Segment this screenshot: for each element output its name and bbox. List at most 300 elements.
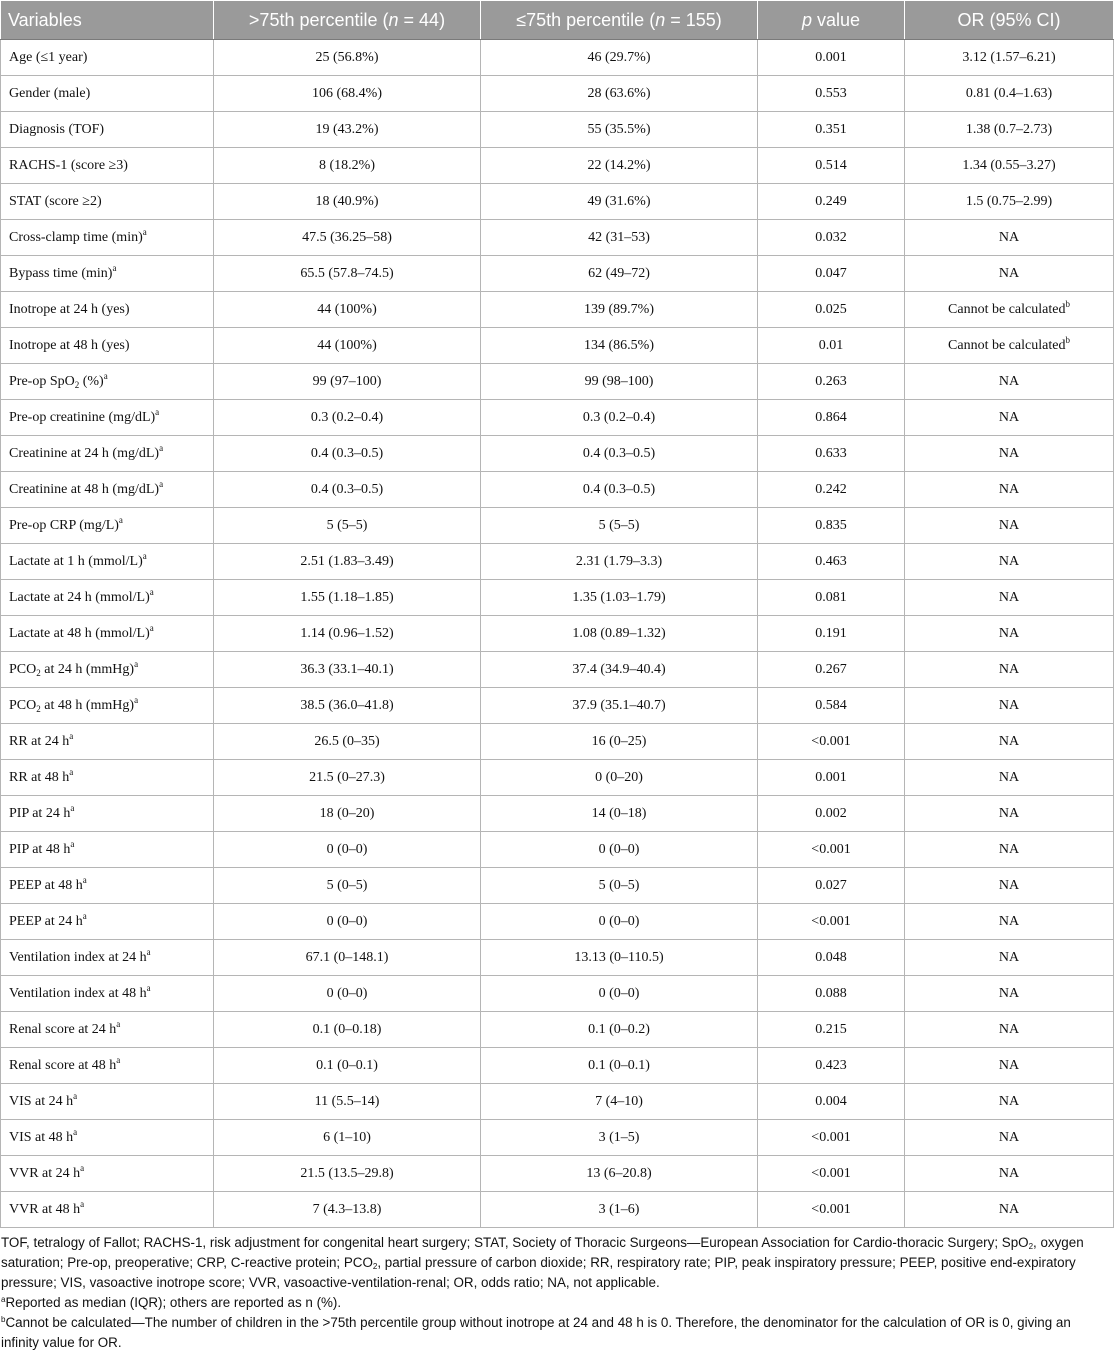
- cell-variable: [1, 1192, 214, 1228]
- cell-odds-ratio: [905, 940, 1114, 976]
- cell-odds-ratio: [905, 1048, 1114, 1084]
- header-group-high-prefix: >75th percentile (: [248, 9, 389, 30]
- odds-ratio-value: NA: [998, 373, 1020, 389]
- variable-label-suffix: at 48 h (mmHg): [40, 697, 135, 713]
- abbrev-text-2: , oxygen saturation; Pre-op, preoperative; CRP, C-reactive protein; PCO: [1, 1235, 1084, 1270]
- cell-variable: [1, 292, 214, 328]
- odds-ratio-value: NA: [998, 697, 1020, 713]
- cell-variable: [1, 472, 214, 508]
- cell-group-high: 0.4 (0.3–0.5): [214, 472, 481, 508]
- cell-variable: [1, 256, 214, 292]
- cell-odds-ratio: [905, 1192, 1114, 1228]
- cell-group-low: 0.1 (0–0.1): [481, 1048, 758, 1084]
- table-row: [1, 1012, 1114, 1048]
- cell-p-value: <0.001: [758, 1192, 905, 1228]
- header-odds-ratio: OR (95% CI): [905, 1, 1114, 40]
- table-row: [1, 652, 1114, 688]
- variable-label: PCO: [9, 661, 37, 677]
- header-group-low-prefix: ≤75th percentile (: [516, 9, 656, 30]
- odds-ratio-value: NA: [998, 409, 1020, 425]
- variable-label: Renal score at 24 h: [9, 1021, 117, 1037]
- variable-footnote-mark: a: [149, 586, 154, 597]
- cell-odds-ratio: [905, 508, 1114, 544]
- cell-group-low: 42 (31–53): [481, 220, 758, 256]
- odds-ratio-value: NA: [998, 481, 1020, 497]
- cell-variable: [1, 796, 214, 832]
- table-row: [1, 868, 1114, 904]
- variable-label: PIP at 24 h: [9, 805, 71, 821]
- cell-p-value: 0.263: [758, 364, 905, 400]
- variable-label: Inotrope at 24 h (yes): [9, 301, 130, 317]
- odds-ratio-value: NA: [998, 1129, 1020, 1145]
- cell-variable: [1, 1048, 214, 1084]
- cell-group-high: 0 (0–0): [214, 904, 481, 940]
- footnote-b-mark: b: [1, 1315, 6, 1324]
- cell-group-low: 49 (31.6%): [481, 184, 758, 220]
- cell-group-low: 3 (1–6): [481, 1192, 758, 1228]
- odds-ratio-value: NA: [998, 841, 1020, 857]
- variable-label: Ventilation index at 48 h: [9, 985, 147, 1001]
- cell-group-high: 38.5 (36.0–41.8): [214, 688, 481, 724]
- abbrev-text-3: , partial pressure of carbon dioxide; RR, respiratory rate; PIP, peak inspiratory pressure; PEEP, positive end-expiratory pressure; VIS, vasoactive inotrope score; VVR, vasoactive-ventilation-renal; OR, odds ratio; NA, not applicable.: [1, 1255, 1076, 1290]
- odds-ratio-value: NA: [998, 517, 1020, 533]
- cell-variable: [1, 616, 214, 652]
- cell-group-low: 0.3 (0.2–0.4): [481, 400, 758, 436]
- cell-group-high: 19 (43.2%): [214, 112, 481, 148]
- variable-footnote-mark: a: [80, 1198, 85, 1209]
- footnote-a-mark: a: [1, 1295, 6, 1304]
- cell-group-high: 25 (56.8%): [214, 40, 481, 76]
- cell-variable: [1, 1084, 214, 1120]
- variable-footnote-mark: a: [73, 1126, 78, 1137]
- abbreviations-note: [1, 1233, 1108, 1293]
- variable-footnote-mark: a: [146, 946, 151, 957]
- header-group-low-suffix: = 155): [665, 9, 722, 30]
- cell-group-low: 62 (49–72): [481, 256, 758, 292]
- cell-group-high: 8 (18.2%): [214, 148, 481, 184]
- cell-group-high: 0.4 (0.3–0.5): [214, 436, 481, 472]
- cell-odds-ratio: [905, 688, 1114, 724]
- table-row: [1, 184, 1114, 220]
- variable-label: Pre-op SpO: [9, 373, 75, 389]
- cell-variable: [1, 904, 214, 940]
- variable-label: Lactate at 48 h (mmol/L): [9, 625, 150, 641]
- cell-p-value: 0.864: [758, 400, 905, 436]
- cell-group-low: 28 (63.6%): [481, 76, 758, 112]
- table-row: [1, 616, 1114, 652]
- cell-p-value: <0.001: [758, 724, 905, 760]
- table-row: [1, 76, 1114, 112]
- variable-footnote-mark: a: [80, 1162, 85, 1173]
- variable-label: Creatinine at 24 h (mg/dL): [9, 445, 160, 461]
- cell-group-low: 0 (0–0): [481, 976, 758, 1012]
- cell-group-low: 37.4 (34.9–40.4): [481, 652, 758, 688]
- odds-ratio-value: 1.38 (0.7–2.73): [965, 121, 1053, 137]
- cell-p-value: 0.048: [758, 940, 905, 976]
- cell-group-low: 7 (4–10): [481, 1084, 758, 1120]
- table-row: [1, 940, 1114, 976]
- cell-group-high: 18 (0–20): [214, 796, 481, 832]
- cell-p-value: 0.032: [758, 220, 905, 256]
- cell-group-high: 44 (100%): [214, 328, 481, 364]
- variable-subscript: 2: [36, 703, 41, 714]
- cell-variable: [1, 940, 214, 976]
- cell-p-value: 0.001: [758, 40, 905, 76]
- cell-group-low: 0 (0–0): [481, 832, 758, 868]
- cell-group-high: 5 (5–5): [214, 508, 481, 544]
- cell-odds-ratio: [905, 184, 1114, 220]
- cell-group-low: 13 (6–20.8): [481, 1156, 758, 1192]
- odds-ratio-value: NA: [998, 553, 1020, 569]
- cell-group-low: 14 (0–18): [481, 796, 758, 832]
- variable-footnote-mark: a: [118, 514, 123, 525]
- cell-variable: [1, 148, 214, 184]
- cell-variable: [1, 508, 214, 544]
- cell-odds-ratio: [905, 976, 1114, 1012]
- variable-footnote-mark: a: [116, 1018, 121, 1029]
- cell-odds-ratio: [905, 868, 1114, 904]
- cell-p-value: 0.423: [758, 1048, 905, 1084]
- variable-footnote-mark: a: [112, 262, 117, 273]
- cell-odds-ratio: [905, 1084, 1114, 1120]
- cell-group-high: 1.14 (0.96–1.52): [214, 616, 481, 652]
- variable-label: STAT (score ≥2): [9, 193, 102, 209]
- cell-group-low: 55 (35.5%): [481, 112, 758, 148]
- variable-label: PEEP at 48 h: [9, 877, 83, 893]
- table-row: [1, 364, 1114, 400]
- odds-ratio-value: Cannot be calculated: [948, 337, 1066, 353]
- variable-footnote-mark: a: [159, 442, 164, 453]
- cell-odds-ratio: [905, 796, 1114, 832]
- variable-footnote-mark: a: [70, 802, 75, 813]
- cell-p-value: 0.081: [758, 580, 905, 616]
- footnote-b-text: Cannot be calculated—The number of children in the >75th percentile group without inotrope at 24 and 48 h is 0. Therefore, the denominator for the calculation of OR is 0, giving an infinity value for OR.: [1, 1315, 1071, 1350]
- cell-p-value: 0.249: [758, 184, 905, 220]
- odds-ratio-value: NA: [998, 877, 1020, 893]
- odds-ratio-value: NA: [998, 1165, 1020, 1181]
- cell-variable: [1, 112, 214, 148]
- cell-variable: [1, 832, 214, 868]
- cell-odds-ratio: [905, 292, 1114, 328]
- cell-odds-ratio: [905, 616, 1114, 652]
- variable-label: Lactate at 1 h (mmol/L): [9, 553, 143, 569]
- variable-label: VIS at 24 h: [9, 1093, 74, 1109]
- cell-variable: [1, 1120, 214, 1156]
- header-group-low: [481, 1, 758, 40]
- variable-footnote-mark: a: [155, 406, 160, 417]
- cell-p-value: 0.463: [758, 544, 905, 580]
- cell-odds-ratio: [905, 148, 1114, 184]
- cell-p-value: 0.002: [758, 796, 905, 832]
- cell-variable: [1, 652, 214, 688]
- cell-variable: [1, 724, 214, 760]
- cell-group-high: 21.5 (13.5–29.8): [214, 1156, 481, 1192]
- cell-group-high: 0 (0–0): [214, 832, 481, 868]
- cell-group-high: 65.5 (57.8–74.5): [214, 256, 481, 292]
- odds-ratio-value: Cannot be calculated: [948, 301, 1066, 317]
- cell-group-low: 16 (0–25): [481, 724, 758, 760]
- table-row: [1, 724, 1114, 760]
- cell-p-value: 0.004: [758, 1084, 905, 1120]
- table-row: [1, 760, 1114, 796]
- cell-group-high: 26.5 (0–35): [214, 724, 481, 760]
- header-group-high-suffix: = 44): [398, 9, 446, 30]
- variable-footnote-mark: a: [82, 874, 87, 885]
- variable-label: Bypass time (min): [9, 265, 113, 281]
- variable-label: Lactate at 24 h (mmol/L): [9, 589, 150, 605]
- table-row: [1, 1120, 1114, 1156]
- variable-footnote-mark: a: [134, 694, 139, 705]
- table-row: [1, 796, 1114, 832]
- cell-odds-ratio: [905, 472, 1114, 508]
- cell-variable: [1, 400, 214, 436]
- variable-label: PCO: [9, 697, 37, 713]
- cell-group-high: 21.5 (0–27.3): [214, 760, 481, 796]
- cell-group-high: 47.5 (36.25–58): [214, 220, 481, 256]
- table-row: [1, 1084, 1114, 1120]
- cell-variable: [1, 1156, 214, 1192]
- abbrev-sub-2: 2: [372, 1262, 378, 1271]
- header-n-symbol: n: [388, 9, 399, 30]
- odds-ratio-value: NA: [998, 769, 1020, 785]
- cell-odds-ratio: [905, 40, 1114, 76]
- cell-odds-ratio: [905, 1120, 1114, 1156]
- cell-group-low: 99 (98–100): [481, 364, 758, 400]
- cell-odds-ratio: [905, 220, 1114, 256]
- footnote-a: [1, 1293, 1108, 1313]
- odds-ratio-value: NA: [998, 589, 1020, 605]
- cell-p-value: 0.242: [758, 472, 905, 508]
- cell-odds-ratio: [905, 400, 1114, 436]
- variable-footnote-mark: a: [103, 370, 108, 381]
- cell-odds-ratio: [905, 904, 1114, 940]
- variable-label: Renal score at 48 h: [9, 1057, 117, 1073]
- cell-group-high: 36.3 (33.1–40.1): [214, 652, 481, 688]
- odds-ratio-value: NA: [998, 1093, 1020, 1109]
- cell-group-high: 67.1 (0–148.1): [214, 940, 481, 976]
- odds-ratio-value: NA: [998, 733, 1020, 749]
- table-row: [1, 472, 1114, 508]
- cell-p-value: 0.835: [758, 508, 905, 544]
- cell-p-value: 0.027: [758, 868, 905, 904]
- cell-group-low: 3 (1–5): [481, 1120, 758, 1156]
- cell-group-low: 0.4 (0.3–0.5): [481, 436, 758, 472]
- variable-label: Diagnosis (TOF): [9, 121, 105, 137]
- cell-p-value: <0.001: [758, 1156, 905, 1192]
- variable-label: Gender (male): [9, 85, 91, 101]
- cell-p-value: 0.047: [758, 256, 905, 292]
- variable-footnote-mark: a: [142, 550, 147, 561]
- table-row: [1, 1192, 1114, 1228]
- header-p-value: [758, 1, 905, 40]
- cell-group-low: 37.9 (35.1–40.7): [481, 688, 758, 724]
- cell-group-high: 18 (40.9%): [214, 184, 481, 220]
- cell-odds-ratio: [905, 832, 1114, 868]
- header-n-symbol-2: n: [655, 9, 666, 30]
- cell-odds-ratio: [905, 1156, 1114, 1192]
- header-p-symbol: p: [801, 9, 812, 30]
- odds-ratio-value: NA: [998, 985, 1020, 1001]
- odds-ratio-value: NA: [998, 445, 1020, 461]
- cell-odds-ratio: [905, 580, 1114, 616]
- table-row: [1, 220, 1114, 256]
- cell-variable: [1, 76, 214, 112]
- cell-group-high: 0 (0–0): [214, 976, 481, 1012]
- table-body: [1, 40, 1114, 1228]
- cell-p-value: 0.088: [758, 976, 905, 1012]
- table-row: [1, 976, 1114, 1012]
- cell-group-low: 0.1 (0–0.2): [481, 1012, 758, 1048]
- cell-group-high: 99 (97–100): [214, 364, 481, 400]
- table-row: [1, 436, 1114, 472]
- table-row: [1, 1156, 1114, 1192]
- table-row: [1, 688, 1114, 724]
- cell-variable: [1, 1012, 214, 1048]
- variable-footnote-mark: a: [69, 766, 74, 777]
- variable-label: PIP at 48 h: [9, 841, 71, 857]
- cell-group-high: 2.51 (1.83–3.49): [214, 544, 481, 580]
- cell-odds-ratio: [905, 436, 1114, 472]
- cell-p-value: <0.001: [758, 832, 905, 868]
- odds-ratio-footnote-mark: b: [1065, 334, 1070, 345]
- table-header-row: [1, 1, 1114, 40]
- cell-odds-ratio: [905, 256, 1114, 292]
- table-row: [1, 328, 1114, 364]
- cell-variable: [1, 688, 214, 724]
- cell-group-high: 5 (0–5): [214, 868, 481, 904]
- cell-p-value: 0.267: [758, 652, 905, 688]
- footnote-a-text: Reported as median (IQR); others are reported as n (%).: [5, 1295, 342, 1310]
- cell-variable: [1, 976, 214, 1012]
- table-row: [1, 148, 1114, 184]
- cell-p-value: 0.191: [758, 616, 905, 652]
- table-row: [1, 112, 1114, 148]
- odds-ratio-value: 3.12 (1.57–6.21): [962, 49, 1056, 65]
- footnote-b: [1, 1313, 1108, 1353]
- variable-footnote-mark: a: [116, 1054, 121, 1065]
- odds-ratio-value: NA: [998, 265, 1020, 281]
- cell-group-low: 5 (0–5): [481, 868, 758, 904]
- cell-group-low: 0 (0–0): [481, 904, 758, 940]
- cell-p-value: 0.553: [758, 76, 905, 112]
- cell-group-low: 1.08 (0.89–1.32): [481, 616, 758, 652]
- variable-footnote-mark: a: [159, 478, 164, 489]
- cell-group-high: 0.3 (0.2–0.4): [214, 400, 481, 436]
- cell-variable: [1, 40, 214, 76]
- variable-footnote-mark: a: [142, 226, 147, 237]
- cell-group-high: 0.1 (0–0.1): [214, 1048, 481, 1084]
- variable-label: RR at 48 h: [9, 769, 70, 785]
- table-footnotes: [0, 1228, 1114, 1353]
- cell-odds-ratio: [905, 544, 1114, 580]
- variable-label: RR at 24 h: [9, 733, 70, 749]
- variable-label: VIS at 48 h: [9, 1129, 74, 1145]
- cell-group-high: 106 (68.4%): [214, 76, 481, 112]
- variable-label: Cross-clamp time (min): [9, 229, 143, 245]
- cell-group-low: 134 (86.5%): [481, 328, 758, 364]
- table-row: [1, 904, 1114, 940]
- table-row: [1, 1048, 1114, 1084]
- cell-p-value: <0.001: [758, 1120, 905, 1156]
- cell-variable: [1, 580, 214, 616]
- cell-odds-ratio: [905, 760, 1114, 796]
- table-row: [1, 292, 1114, 328]
- odds-ratio-value: 1.5 (0.75–2.99): [965, 193, 1053, 209]
- variable-label: Creatinine at 48 h (mg/dL): [9, 481, 160, 497]
- table-row: [1, 544, 1114, 580]
- cell-variable: [1, 220, 214, 256]
- variable-footnote-mark: a: [149, 622, 154, 633]
- cell-variable: [1, 760, 214, 796]
- header-variables: Variables: [1, 1, 214, 40]
- variable-footnote-mark: a: [70, 838, 75, 849]
- odds-ratio-value: NA: [998, 661, 1020, 677]
- cell-p-value: 0.215: [758, 1012, 905, 1048]
- cell-group-low: 2.31 (1.79–3.3): [481, 544, 758, 580]
- cell-variable: [1, 184, 214, 220]
- variable-label: VVR at 48 h: [9, 1201, 81, 1217]
- variable-label: Pre-op creatinine (mg/dL): [9, 409, 156, 425]
- odds-ratio-value: NA: [998, 625, 1020, 641]
- variable-footnote-mark: a: [146, 982, 151, 993]
- cell-variable: [1, 364, 214, 400]
- table-row: [1, 40, 1114, 76]
- cell-group-high: 0.1 (0–0.18): [214, 1012, 481, 1048]
- table-row: [1, 256, 1114, 292]
- odds-ratio-value: NA: [998, 949, 1020, 965]
- cell-group-high: 6 (1–10): [214, 1120, 481, 1156]
- odds-ratio-footnote-mark: b: [1065, 298, 1070, 309]
- odds-ratio-value: NA: [998, 913, 1020, 929]
- table-row: [1, 508, 1114, 544]
- abbrev-sub-1: 2: [1028, 1242, 1034, 1251]
- cell-variable: [1, 868, 214, 904]
- variable-label: VVR at 24 h: [9, 1165, 81, 1181]
- odds-ratio-value: 1.34 (0.55–3.27): [962, 157, 1056, 173]
- cell-odds-ratio: [905, 76, 1114, 112]
- cell-group-low: 139 (89.7%): [481, 292, 758, 328]
- cell-group-low: 46 (29.7%): [481, 40, 758, 76]
- table-row: [1, 580, 1114, 616]
- variable-label: Age (≤1 year): [9, 49, 88, 65]
- variable-subscript: 2: [74, 379, 80, 390]
- cell-group-high: 44 (100%): [214, 292, 481, 328]
- variable-footnote-mark: a: [69, 730, 74, 741]
- cell-odds-ratio: [905, 724, 1114, 760]
- variable-label: Inotrope at 48 h (yes): [9, 337, 130, 353]
- variable-label: PEEP at 24 h: [9, 913, 83, 929]
- variable-label: Pre-op CRP (mg/L): [9, 517, 119, 533]
- cell-variable: [1, 436, 214, 472]
- odds-ratio-value: NA: [998, 1021, 1020, 1037]
- table-row: [1, 400, 1114, 436]
- cell-group-low: 1.35 (1.03–1.79): [481, 580, 758, 616]
- cell-p-value: 0.514: [758, 148, 905, 184]
- variable-label-suffix: at 24 h (mmHg): [40, 661, 135, 677]
- cell-group-low: 13.13 (0–110.5): [481, 940, 758, 976]
- cell-group-high: 7 (4.3–13.8): [214, 1192, 481, 1228]
- variable-label-suffix: (%): [79, 373, 104, 389]
- cell-odds-ratio: [905, 652, 1114, 688]
- cell-variable: [1, 328, 214, 364]
- cell-group-low: 0 (0–20): [481, 760, 758, 796]
- cell-odds-ratio: [905, 328, 1114, 364]
- odds-ratio-value: 0.81 (0.4–1.63): [965, 85, 1053, 101]
- cell-p-value: 0.025: [758, 292, 905, 328]
- variable-label: RACHS-1 (score ≥3): [9, 157, 128, 173]
- cell-variable: [1, 544, 214, 580]
- cell-p-value: 0.584: [758, 688, 905, 724]
